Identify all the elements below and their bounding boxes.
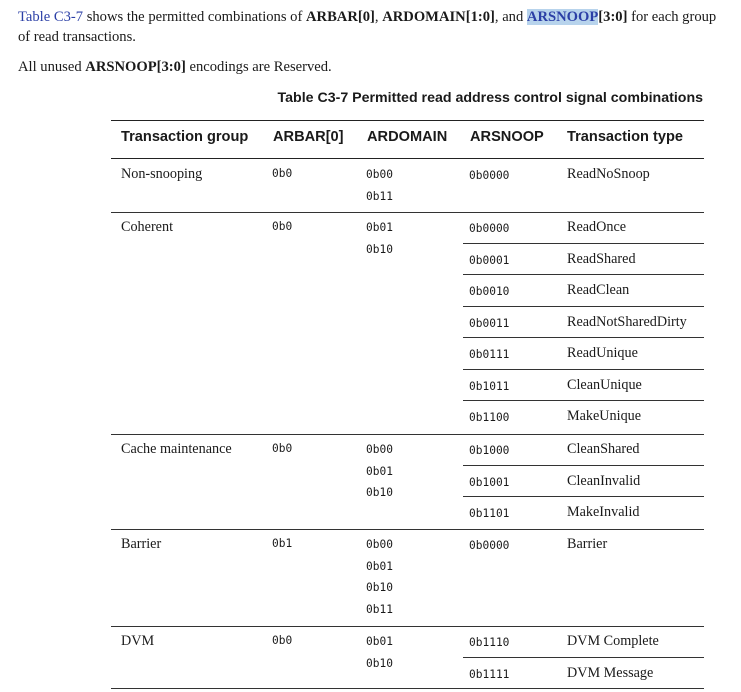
signal-bits: [3:0]	[598, 9, 628, 25]
group-divider	[111, 688, 704, 689]
ardomain-value: 0b01	[366, 559, 393, 573]
cell-arbar: 0b1	[272, 537, 293, 550]
cell-transaction-group: Barrier	[121, 536, 162, 552]
sub-row-divider	[463, 337, 704, 338]
signal-name: ARDOMAIN[1:0]	[382, 9, 495, 25]
ardomain-value: 0b00	[366, 538, 393, 551]
cell-ardomain-list	[366, 631, 393, 674]
cell-transaction-type: ReadShared	[567, 250, 636, 267]
cell-arbar: 0b0	[272, 634, 293, 647]
cell-ardomain-list	[366, 217, 393, 260]
sub-row-divider	[463, 496, 704, 497]
intro-paragraph	[18, 7, 728, 47]
cell-arsnoop: 0b0001	[469, 253, 510, 267]
cell-transaction-group: Non-snooping	[121, 166, 203, 182]
table-group-barrier	[111, 529, 704, 626]
cell-transaction-type: ReadOnce	[567, 219, 627, 235]
ardomain-value: 0b01	[366, 635, 393, 648]
cell-arsnoop: 0b1101	[469, 507, 510, 520]
ardomain-value: 0b11	[366, 602, 393, 616]
cell-arsnoop: 0b0000	[469, 169, 510, 182]
cell-transaction-group: Cache maintenance	[121, 441, 232, 457]
ardomain-value: 0b01	[366, 221, 393, 234]
header-ardomain: ARDOMAIN	[367, 129, 448, 145]
ardomain-value: 0b00	[366, 443, 393, 456]
cell-transaction-type: CleanInvalid	[567, 472, 641, 489]
cell-transaction-type: MakeUnique	[567, 408, 642, 424]
intro-text: shows the permitted combinations of	[83, 9, 306, 25]
cell-transaction-type: CleanUnique	[567, 376, 642, 393]
ardomain-value: 0b10	[366, 581, 393, 594]
intro-text: ,	[374, 9, 383, 25]
cell-arbar: 0b0	[272, 442, 293, 455]
cell-ardomain-list	[366, 439, 393, 504]
cell-transaction-type: ReadNotSharedDirty	[567, 313, 687, 330]
table-caption: Table C3-7 Permitted read address control signal combinations	[277, 90, 703, 106]
table-group-coherent	[111, 212, 704, 434]
cell-arbar: 0b0	[272, 167, 293, 180]
header-transaction-type: Transaction type	[567, 129, 683, 145]
sub-row-divider	[463, 465, 704, 466]
cell-arsnoop: 0b0000	[469, 539, 510, 552]
sub-row-divider	[463, 306, 704, 307]
highlighted-signal-name[interactable]: ARSNOOP	[526, 9, 599, 25]
cell-transaction-type: DVM Message	[567, 664, 654, 681]
ardomain-value: 0b10	[366, 242, 393, 256]
sub-row-divider	[463, 274, 704, 275]
cell-transaction-type: DVM Complete	[567, 633, 659, 649]
intro-text: for each group of read transactions.	[18, 9, 717, 45]
table-group-cache-maintenance	[111, 434, 704, 529]
cell-arsnoop: 0b1001	[469, 475, 510, 489]
cell-ardomain-list	[366, 164, 393, 207]
intro-text: , and	[494, 9, 527, 25]
ardomain-value: 0b10	[366, 486, 393, 499]
cell-arsnoop: 0b1011	[469, 379, 510, 393]
ardomain-value: 0b11	[366, 189, 393, 203]
note-text: encodings are Reserved.	[185, 59, 332, 75]
table-reference-link[interactable]: Table C3-7	[18, 9, 84, 25]
sub-row-divider	[463, 243, 704, 244]
ardomain-value: 0b00	[366, 168, 393, 181]
cell-arsnoop: 0b0111	[469, 348, 510, 361]
cell-ardomain-list	[366, 534, 393, 620]
cell-arsnoop: 0b1000	[469, 444, 510, 457]
sub-row-divider	[463, 400, 704, 401]
cell-arsnoop: 0b0010	[469, 285, 510, 298]
ardomain-value: 0b10	[366, 656, 393, 670]
signal-name: ARSNOOP[3:0]	[85, 59, 186, 75]
note-paragraph	[18, 57, 332, 77]
cell-arsnoop: 0b0011	[469, 316, 510, 330]
cell-arsnoop: 0b0000	[469, 222, 510, 235]
header-arbar: ARBAR[0]	[273, 129, 344, 145]
header-arsnoop: ARSNOOP	[470, 129, 544, 145]
ardomain-value: 0b01	[366, 464, 393, 478]
note-text: All unused	[18, 59, 86, 75]
cell-arsnoop: 0b1111	[469, 667, 510, 681]
cell-transaction-type: ReadUnique	[567, 345, 638, 361]
cell-arbar: 0b0	[272, 220, 293, 233]
sub-row-divider	[463, 369, 704, 370]
cell-transaction-type: MakeInvalid	[567, 504, 640, 520]
cell-transaction-group: Coherent	[121, 219, 174, 235]
header-transaction-group: Transaction group	[121, 129, 249, 145]
signal-name: ARBAR[0]	[305, 9, 375, 25]
table-group-dvm	[111, 626, 704, 688]
cell-transaction-type: CleanShared	[567, 441, 640, 457]
cell-arsnoop: 0b1100	[469, 411, 510, 424]
cell-arsnoop: 0b1110	[469, 636, 510, 649]
cell-transaction-type: ReadNoSnoop	[567, 166, 650, 182]
cell-transaction-type: ReadClean	[567, 282, 630, 298]
table-top-rule	[111, 120, 704, 121]
table-group-non-snooping	[111, 159, 704, 212]
cell-transaction-group: DVM	[121, 633, 155, 649]
sub-row-divider	[463, 657, 704, 658]
cell-transaction-type: Barrier	[567, 536, 608, 552]
